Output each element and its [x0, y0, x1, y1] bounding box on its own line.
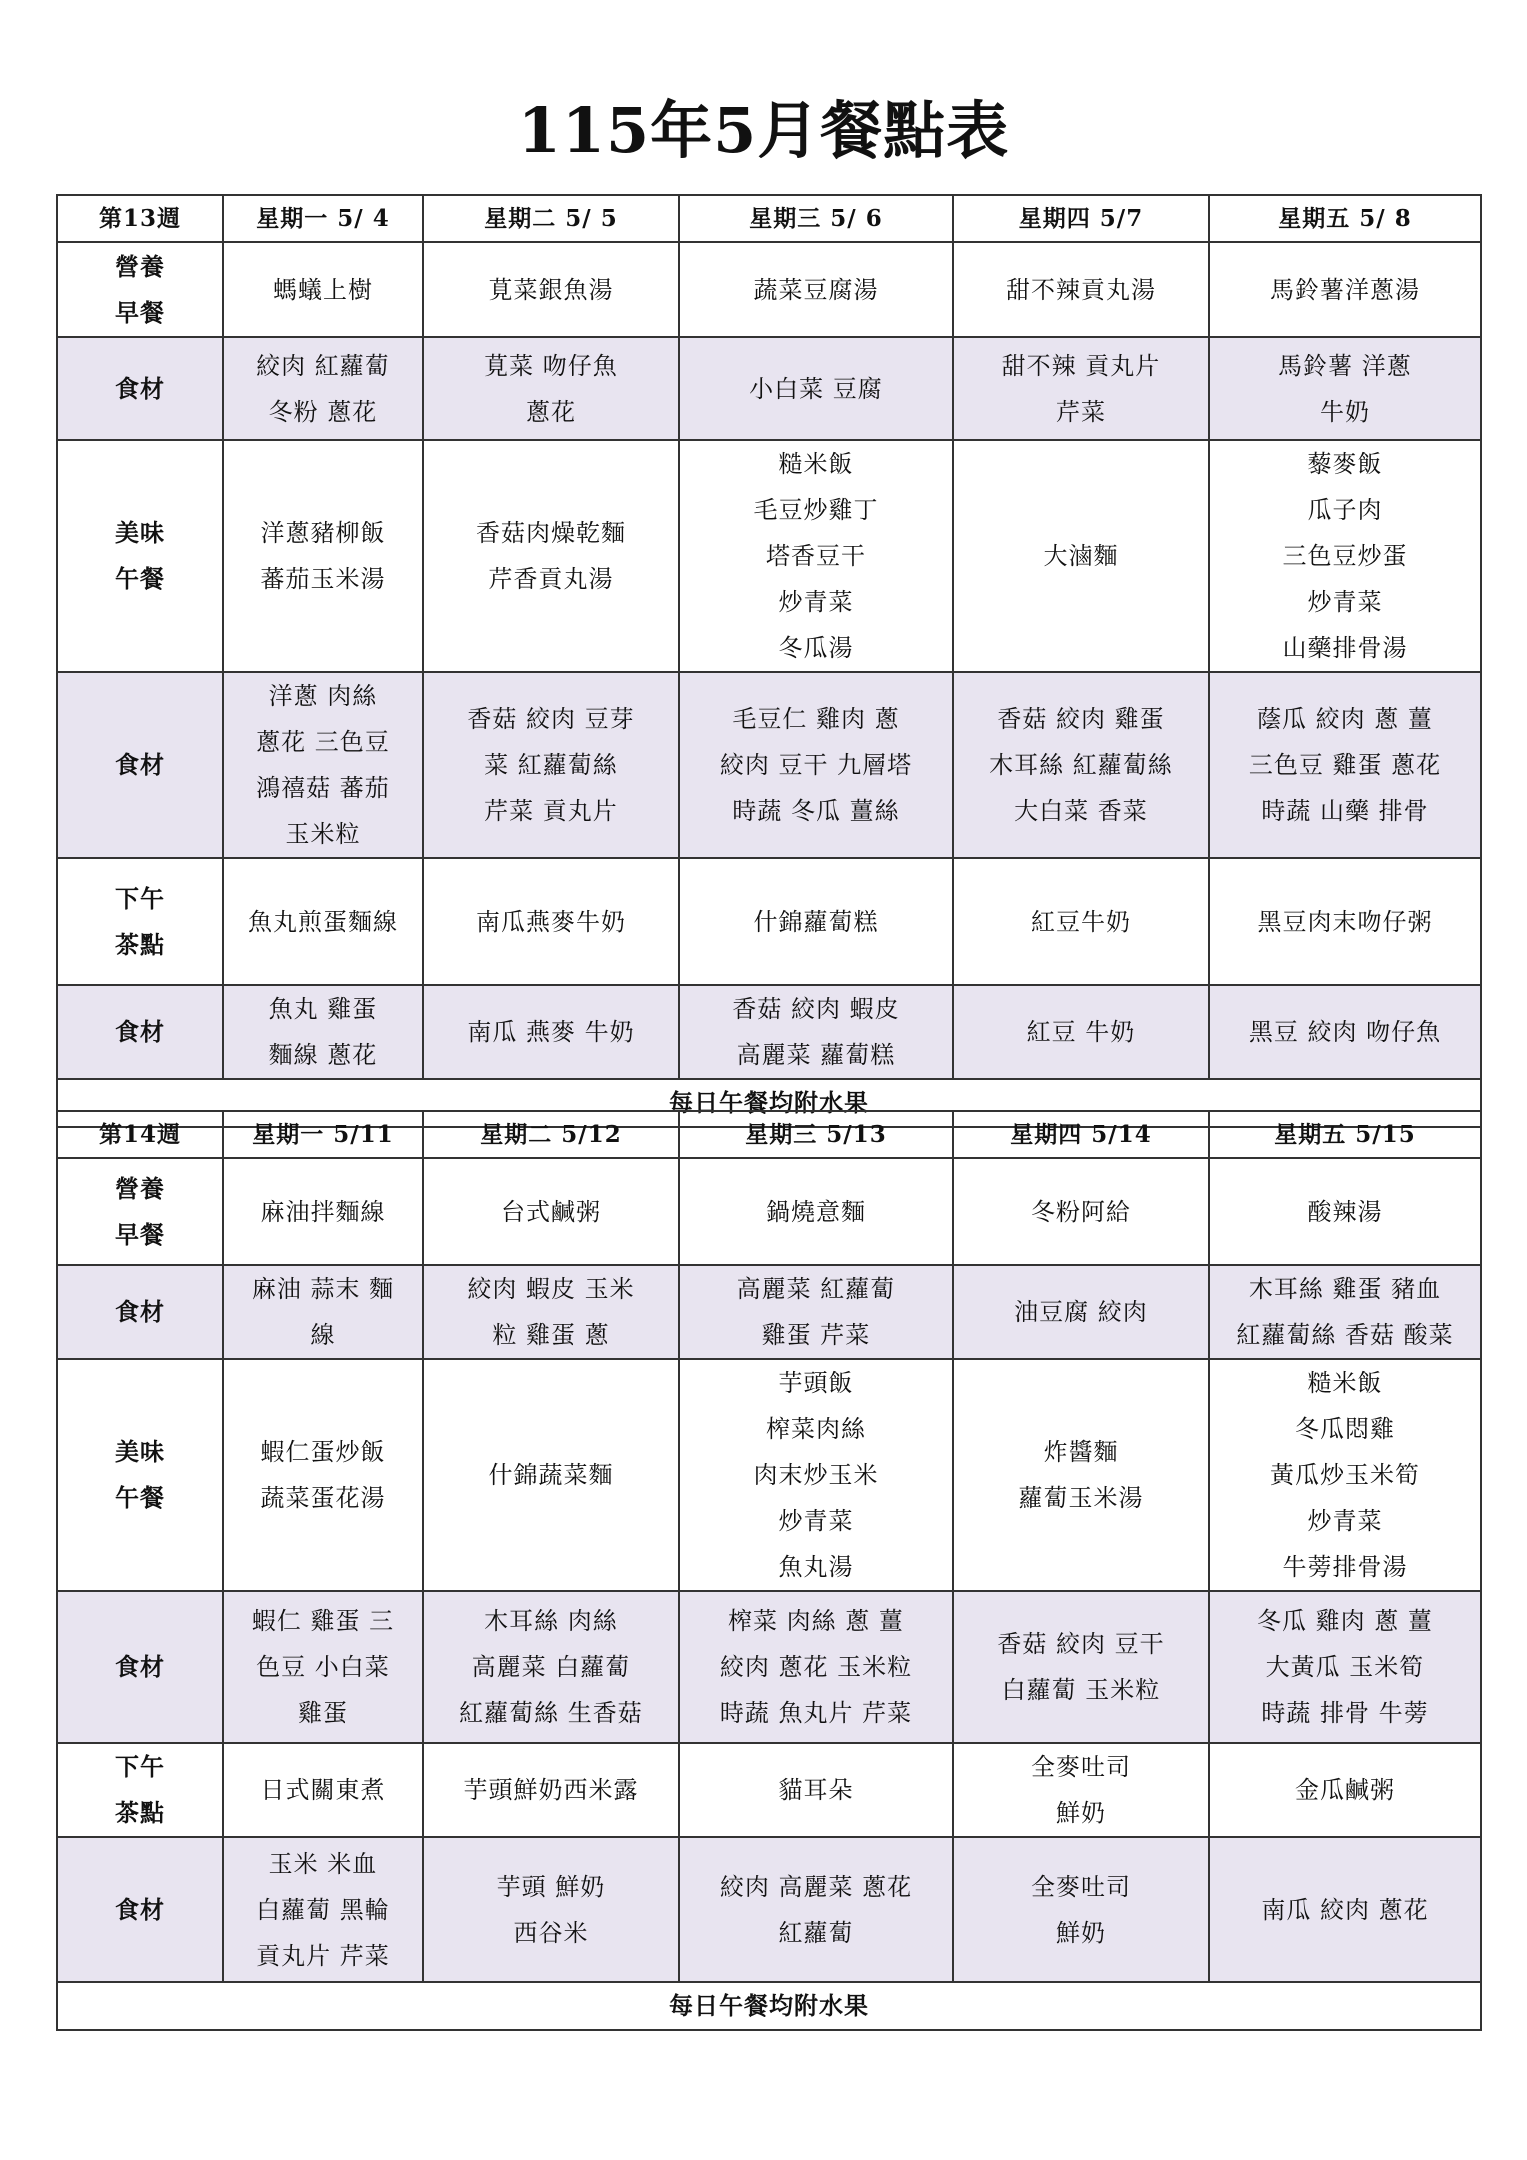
cell-line: 蘿蔔玉米湯: [1018, 1484, 1144, 1512]
cell-line: 絞肉 紅蘿蔔: [256, 351, 390, 380]
cell-line: 食材: [115, 1017, 165, 1046]
menu-cell: [1209, 1265, 1481, 1359]
row-label: [57, 672, 223, 858]
menu-cell: [1209, 242, 1481, 337]
cell-line: 山藥排骨湯: [1282, 634, 1408, 662]
cell-line: 香菇 絞肉 豆芽: [467, 705, 635, 733]
cell-line: 絞肉 蔥花 玉米粒: [719, 1653, 913, 1681]
week-14-table: [56, 1110, 1482, 2031]
cell-line: 甜不辣 貢丸片: [1001, 351, 1161, 380]
cell-line: 芋頭 鮮奶: [496, 1872, 606, 1901]
menu-cell: [679, 440, 953, 672]
cell-line: 三色豆炒蛋: [1282, 542, 1408, 570]
menu-cell: [1209, 1591, 1481, 1743]
week-header-row: [57, 1111, 1481, 1158]
week-header-row: [57, 195, 1481, 242]
menu-cell: [423, 1591, 679, 1743]
cell-line: 香菇 絞肉 豆干: [997, 1630, 1165, 1658]
cell-line: 鴻禧菇 蕃茄: [256, 774, 390, 802]
menu-cell: [223, 242, 423, 337]
cell-line: 魚丸湯: [778, 1553, 854, 1581]
menu-cell: [679, 1265, 953, 1359]
cell-line: 日式關東煮: [260, 1776, 386, 1804]
row-label: [57, 440, 223, 672]
menu-cell: [679, 242, 953, 337]
cell-line: 蔬菜蛋花湯: [260, 1484, 386, 1512]
menu-cell: [953, 1265, 1209, 1359]
row-label: [57, 1158, 223, 1265]
cell-line: 塔香豆干: [766, 542, 866, 570]
cell-line: 肉末炒玉米: [753, 1461, 879, 1489]
menu-cell: [223, 858, 423, 985]
menu-cell: [953, 672, 1209, 858]
week-label: 第14週: [57, 1111, 223, 1158]
menu-cell: [1209, 858, 1481, 985]
cell-line: 冬粉 蔥花: [268, 397, 378, 426]
cell-line: 下午: [115, 1752, 165, 1781]
cell-line: 什錦蘿蔔糕: [753, 907, 879, 936]
cell-line: 甜不辣貢丸湯: [1006, 275, 1156, 304]
cell-line: 毛豆仁 雞肉 蔥: [732, 705, 900, 733]
row-label: [57, 1743, 223, 1837]
day-header: 星期三 5/13: [679, 1111, 953, 1158]
menu-cell: [953, 1591, 1209, 1743]
cell-line: 牛奶: [1320, 397, 1370, 426]
menu-cell: [953, 242, 1209, 337]
day-header: 星期二 5/12: [423, 1111, 679, 1158]
cell-line: 鍋燒意麵: [766, 1197, 866, 1226]
row-breakfast: [57, 1158, 1481, 1265]
cell-line: 西谷米: [513, 1918, 589, 1947]
cell-line: 木耳絲 肉絲: [484, 1607, 618, 1635]
cell-line: 食材: [115, 750, 165, 779]
cell-line: 時蔬 排骨 牛蒡: [1261, 1699, 1429, 1727]
menu-cell: [423, 672, 679, 858]
cell-line: 紅豆 牛奶: [1026, 1018, 1136, 1046]
cell-line: 蝦仁 雞蛋 三: [251, 1607, 395, 1635]
row-label: [57, 242, 223, 337]
week-label: 第13週: [57, 195, 223, 242]
day-header: 星期五 5/ 8: [1209, 195, 1481, 242]
cell-line: 冬粉阿給: [1031, 1197, 1131, 1226]
cell-line: 紅蘿蔔絲 香菇 酸菜: [1236, 1321, 1454, 1349]
menu-cell: [679, 1359, 953, 1591]
cell-line: 三色豆 雞蛋 蔥花: [1248, 751, 1442, 779]
cell-line: 下午: [115, 883, 165, 913]
cell-line: 午餐: [115, 1483, 165, 1512]
cell-line: 炒青菜: [1307, 1507, 1383, 1535]
row-label: [57, 858, 223, 985]
menu-cell: [223, 1359, 423, 1591]
cell-line: 全麥吐司: [1031, 1872, 1131, 1901]
day-header: 星期二 5/ 5: [423, 195, 679, 242]
menu-cell: [423, 858, 679, 985]
cell-line: 紅蘿蔔: [778, 1918, 854, 1947]
cell-line: 魚丸 雞蛋: [268, 995, 378, 1023]
cell-line: 木耳絲 紅蘿蔔絲: [989, 751, 1173, 779]
cell-line: 蔥花 三色豆: [256, 728, 390, 756]
cell-line: 玉米粒: [285, 820, 361, 848]
cell-line: 小白菜 豆腐: [749, 374, 883, 403]
menu-cell: [1209, 337, 1481, 440]
cell-line: 炒青菜: [1307, 588, 1383, 616]
menu-cell: [1209, 985, 1481, 1079]
cell-line: 食材: [115, 1894, 165, 1924]
row-label: [57, 985, 223, 1079]
cell-line: 線: [310, 1321, 336, 1349]
cell-line: 鮮奶: [1056, 1799, 1106, 1827]
cell-line: 芹菜 貢丸片: [484, 797, 618, 825]
cell-line: 香菇 絞肉 蝦皮: [732, 995, 900, 1023]
row-label: [57, 1591, 223, 1743]
row-breakfast: [57, 242, 1481, 337]
menu-cell: [1209, 1158, 1481, 1265]
cell-line: 白蘿蔔 玉米粒: [1001, 1676, 1161, 1704]
cell-line: 冬瓜悶雞: [1295, 1415, 1395, 1443]
menu-cell: [223, 1743, 423, 1837]
page-title: 115年5月餐點表: [517, 94, 1010, 167]
menu-cell: [1209, 1743, 1481, 1837]
cell-line: 玉米 米血: [268, 1849, 378, 1878]
cell-line: 食材: [115, 1297, 165, 1326]
cell-line: 紅豆牛奶: [1031, 907, 1131, 936]
menu-cell: [953, 858, 1209, 985]
cell-line: 大黃瓜 玉米筍: [1265, 1653, 1425, 1681]
cell-line: 油豆腐 絞肉: [1014, 1298, 1148, 1326]
row-snack-ingredients: [57, 1837, 1481, 1982]
cell-line: 瓜子肉: [1307, 496, 1383, 524]
cell-line: 南瓜 燕麥 牛奶: [467, 1018, 635, 1046]
menu-cell: [223, 1591, 423, 1743]
menu-cell: [679, 337, 953, 440]
note-row: [57, 1982, 1481, 2030]
row-lunch-ingredients: [57, 1591, 1481, 1743]
cell-line: 炸醬麵: [1043, 1438, 1119, 1466]
day-header: 星期三 5/ 6: [679, 195, 953, 242]
row-snack-ingredients: [57, 985, 1481, 1079]
cell-line: 麻油拌麵線: [260, 1197, 386, 1226]
menu-cell: [1209, 1837, 1481, 1982]
cell-line: 全麥吐司: [1031, 1753, 1131, 1781]
menu-cell: [1209, 440, 1481, 672]
row-label: [57, 1837, 223, 1982]
cell-line: 時蔬 山藥 排骨: [1261, 797, 1429, 825]
menu-cell: [223, 1837, 423, 1982]
cell-line: 時蔬 冬瓜 薑絲: [732, 797, 900, 825]
cell-line: 雞蛋: [298, 1699, 348, 1727]
cell-line: 營養: [115, 251, 165, 281]
cell-line: 魚丸煎蛋麵線: [248, 907, 398, 936]
week-13-table: [56, 194, 1482, 1128]
menu-cell: [423, 1158, 679, 1265]
cell-line: 麻油 蒜末 麵: [251, 1275, 395, 1303]
cell-line: 黃瓜炒玉米筍: [1270, 1461, 1420, 1489]
day-header: 星期一 5/ 4: [223, 195, 423, 242]
day-header: 星期一 5/11: [223, 1111, 423, 1158]
cell-line: 香菇 絞肉 雞蛋: [997, 705, 1165, 733]
cell-line: 莧菜 吻仔魚: [484, 351, 618, 380]
row-lunch: [57, 1359, 1481, 1591]
cell-line: 大滷麵: [1043, 542, 1119, 570]
cell-line: 什錦蔬菜麵: [488, 1461, 614, 1489]
menu-cell: [953, 440, 1209, 672]
cell-line: 螞蟻上樹: [273, 275, 373, 304]
cell-line: 茶點: [115, 1798, 165, 1827]
cell-line: 蕃茄玉米湯: [260, 565, 386, 593]
menu-cell: [1209, 1359, 1481, 1591]
menu-cell: [423, 985, 679, 1079]
cell-line: 雞蛋 芹菜: [761, 1321, 871, 1349]
cell-line: 絞肉 豆干 九層塔: [719, 751, 913, 779]
fruit-note: 每日午餐均附水果: [57, 1982, 1481, 2030]
menu-cell: [953, 1743, 1209, 1837]
menu-cell: [423, 242, 679, 337]
fruit-note: 每日午餐均附水果: [57, 1079, 1481, 1127]
cell-line: 高麗菜 白蘿蔔: [471, 1653, 631, 1681]
cell-line: 蝦仁蛋炒飯: [260, 1438, 386, 1466]
cell-line: 美味: [115, 1437, 165, 1466]
row-label: [57, 337, 223, 440]
menu-cell: [423, 1837, 679, 1982]
cell-line: 炒青菜: [778, 588, 854, 616]
menu-cell: [223, 440, 423, 672]
cell-line: 芋頭鮮奶西米露: [463, 1776, 639, 1804]
cell-line: 蔥花: [526, 397, 576, 426]
menu-cell: [223, 672, 423, 858]
row-breakfast-ingredients: [57, 337, 1481, 440]
cell-line: 洋蔥豬柳飯: [260, 519, 386, 547]
menu-cell: [679, 985, 953, 1079]
cell-line: 金瓜鹹粥: [1295, 1776, 1395, 1804]
day-header: 星期四 5/7: [953, 195, 1209, 242]
menu-cell: [423, 1743, 679, 1837]
cell-line: 芹香貢丸湯: [488, 565, 614, 593]
cell-line: 高麗菜 蘿蔔糕: [736, 1041, 896, 1069]
cell-line: 貢丸片 芹菜: [256, 1941, 390, 1970]
menu-cell: [679, 1837, 953, 1982]
cell-line: 南瓜燕麥牛奶: [476, 907, 626, 936]
cell-line: 營養: [115, 1173, 165, 1203]
menu-cell: [223, 337, 423, 440]
cell-line: 馬鈴薯洋蔥湯: [1270, 275, 1420, 304]
day-header: 星期四 5/14: [953, 1111, 1209, 1158]
cell-line: 酸辣湯: [1307, 1197, 1383, 1226]
cell-line: 台式鹹粥: [501, 1197, 601, 1226]
row-breakfast-ingredients: [57, 1265, 1481, 1359]
cell-line: 洋蔥 肉絲: [268, 682, 378, 710]
cell-line: 蔬菜豆腐湯: [753, 275, 879, 304]
cell-line: 芋頭飯: [778, 1369, 854, 1397]
menu-cell: [223, 985, 423, 1079]
cell-line: 毛豆炒雞丁: [753, 496, 879, 524]
cell-line: 香菇肉燥乾麵: [476, 519, 626, 547]
cell-line: 食材: [115, 1652, 165, 1681]
row-snack: [57, 1743, 1481, 1837]
menu-cell: [679, 672, 953, 858]
cell-line: 冬瓜 雞肉 蔥 薑: [1257, 1607, 1433, 1635]
menu-cell: [423, 440, 679, 672]
cell-line: 早餐: [115, 1219, 165, 1249]
cell-line: 木耳絲 雞蛋 豬血: [1248, 1275, 1442, 1303]
cell-line: 麵線 蔥花: [268, 1041, 378, 1069]
menu-cell: [423, 1359, 679, 1591]
cell-line: 早餐: [115, 297, 165, 327]
cell-line: 貓耳朵: [778, 1776, 854, 1804]
cell-line: 馬鈴薯 洋蔥: [1278, 351, 1412, 380]
menu-cell: [679, 1743, 953, 1837]
cell-line: 糙米飯: [1307, 1369, 1383, 1397]
cell-line: 美味: [115, 518, 165, 547]
cell-line: 鮮奶: [1056, 1918, 1106, 1947]
menu-cell: [953, 1359, 1209, 1591]
row-lunch: [57, 440, 1481, 672]
cell-line: 黑豆肉末吻仔粥: [1257, 907, 1433, 936]
cell-line: 炒青菜: [778, 1507, 854, 1535]
cell-line: 蔭瓜 絞肉 蔥 薑: [1257, 705, 1433, 733]
menu-cell: [223, 1158, 423, 1265]
cell-line: 色豆 小白菜: [256, 1653, 390, 1681]
menu-cell: [223, 1265, 423, 1359]
menu-cell: [423, 337, 679, 440]
cell-line: 茶點: [115, 929, 165, 959]
menu-cell: [679, 1158, 953, 1265]
cell-line: 紅蘿蔔絲 生香菇: [459, 1699, 643, 1727]
menu-cell: [1209, 672, 1481, 858]
menu-cell: [679, 858, 953, 985]
cell-line: 糙米飯: [778, 450, 854, 478]
cell-line: 大白菜 香菜: [1014, 797, 1148, 825]
cell-line: 粒 雞蛋 蔥: [492, 1321, 610, 1349]
row-label: [57, 1265, 223, 1359]
cell-line: 黑豆 絞肉 吻仔魚: [1248, 1018, 1442, 1046]
menu-cell: [953, 1158, 1209, 1265]
cell-line: 藜麥飯: [1307, 450, 1383, 478]
menu-cell: [953, 1837, 1209, 1982]
cell-line: 時蔬 魚丸片 芹菜: [719, 1699, 913, 1727]
cell-line: 高麗菜 紅蘿蔔: [736, 1275, 896, 1303]
cell-line: 菜 紅蘿蔔絲: [484, 751, 618, 779]
menu-cell: [679, 1591, 953, 1743]
cell-line: 絞肉 蝦皮 玉米: [467, 1275, 635, 1303]
menu-cell: [953, 985, 1209, 1079]
row-snack: [57, 858, 1481, 985]
menu-cell: [953, 337, 1209, 440]
row-label: [57, 1359, 223, 1591]
cell-line: 南瓜 絞肉 蔥花: [1261, 1895, 1429, 1924]
cell-line: 榨菜 肉絲 蔥 薑: [728, 1607, 904, 1635]
cell-line: 絞肉 高麗菜 蔥花: [719, 1872, 913, 1901]
cell-line: 午餐: [115, 564, 165, 593]
cell-line: 莧菜銀魚湯: [488, 275, 614, 304]
cell-line: 冬瓜湯: [778, 634, 854, 662]
cell-line: 榨菜肉絲: [766, 1415, 866, 1443]
row-lunch-ingredients: [57, 672, 1481, 858]
menu-cell: [423, 1265, 679, 1359]
cell-line: 白蘿蔔 黑輪: [256, 1895, 390, 1924]
cell-line: 牛蒡排骨湯: [1282, 1553, 1408, 1581]
day-header: 星期五 5/15: [1209, 1111, 1481, 1158]
cell-line: 食材: [115, 373, 165, 403]
cell-line: 芹菜: [1056, 397, 1106, 426]
